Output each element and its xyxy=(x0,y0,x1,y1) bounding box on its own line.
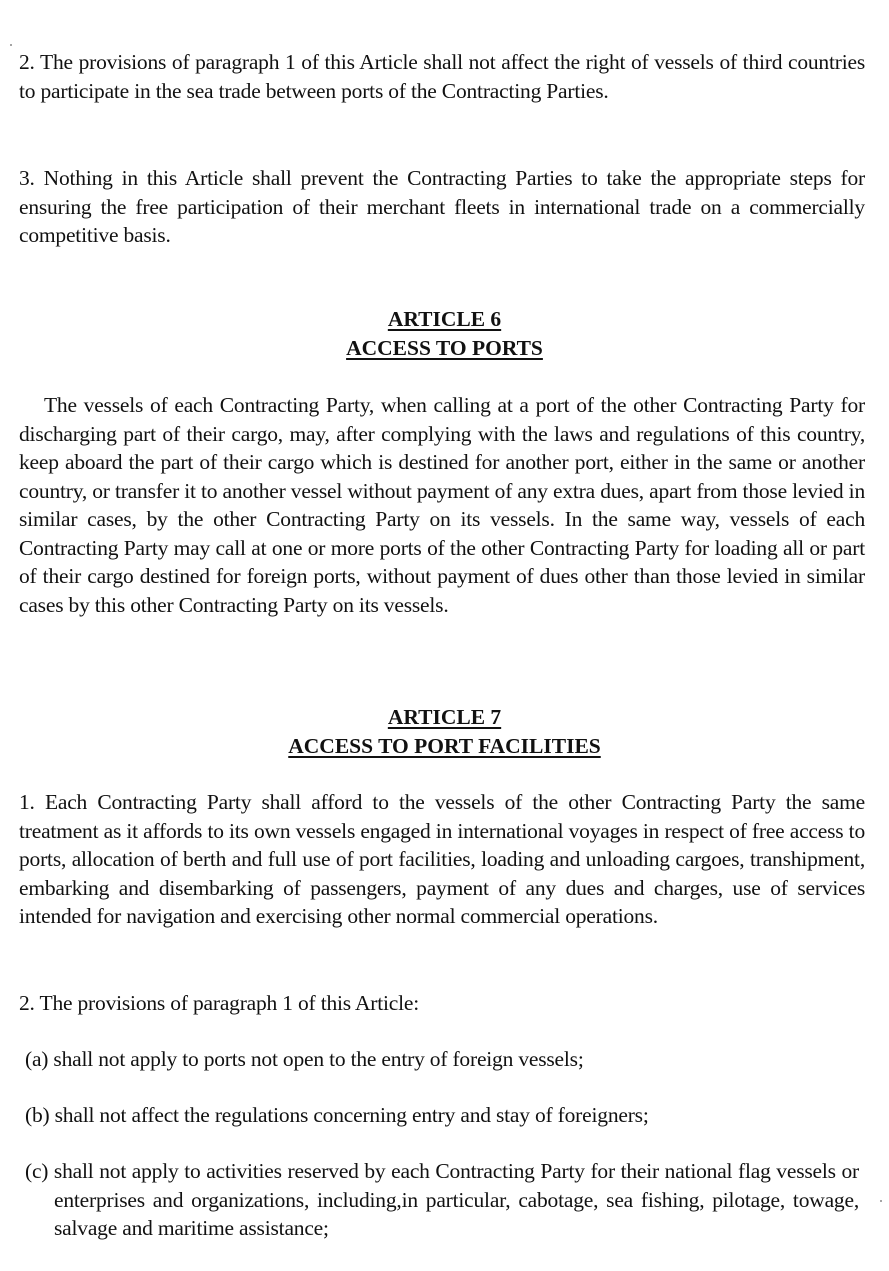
scan-speck xyxy=(880,1200,882,1202)
article7-item-c: (c) shall not apply to activities reserved by each Contracting Party for their national flag vessels or enterprises and organizations, including,in particular, cabotage, sea fishing, pilotage, towage, salvage and maritime assistance; xyxy=(25,1159,859,1240)
article7-item-a: (a) shall not apply to ports not open to the entry of foreign vessels; xyxy=(25,1047,584,1071)
article7-item-b: (b) shall not affect the regulations concerning entry and stay of foreigners; xyxy=(25,1103,649,1127)
scan-speck xyxy=(10,44,12,46)
article6-number: ARTICLE 6 xyxy=(387,307,502,331)
article5-paragraph-2: 2. The provisions of paragraph 1 of this Article shall not affect the right of vessels of third countries to participate in the sea trade between ports of the Contracting Parties. xyxy=(19,50,865,103)
article7-paragraph-2: 2. The provisions of paragraph 1 of this Article: xyxy=(19,991,420,1015)
article7-title: ACCESS TO PORT FACILITIES xyxy=(288,734,601,758)
article7-paragraph-1: 1. Each Contracting Party shall afford to the vessels of the other Contracting Party the same treatment as it affords to its own vessels engaged in international voyages in respect of free access to ports, allocation of berth and full use of port facilities, loading and unloading cargoes, transhipment, embarking and disembarking of passengers, payment of any dues and charges, use of services intended for navigation and exercising other normal commercial operations. xyxy=(19,790,865,928)
article6-body: The vessels of each Contracting Party, when calling at a port of the other Contracting Party for discharging part of their cargo, may, after complying with the laws and regulations of this country, keep aboard the part of their cargo which is destined for another port, either in the same or another country, or transfer it to another vessel without payment of any extra dues, apart from those levied in similar cases, by the other Contracting Party on its vessels. In the same way, vessels of each Contracting Party may call at one or more ports of the other Contracting Party for loading all or part of their cargo destined for foreign ports, without payment of dues other than those levied in similar cases by this other Contracting Party on its vessels. xyxy=(19,393,865,617)
article6-title: ACCESS TO PORTS xyxy=(346,336,543,360)
article5-paragraph-3: 3. Nothing in this Article shall prevent the Contracting Parties to take the appropriate steps for ensuring the free participation of their merchant fleets in international trade on a commercially competitive basis. xyxy=(19,166,865,247)
article7-number: ARTICLE 7 xyxy=(387,705,502,729)
